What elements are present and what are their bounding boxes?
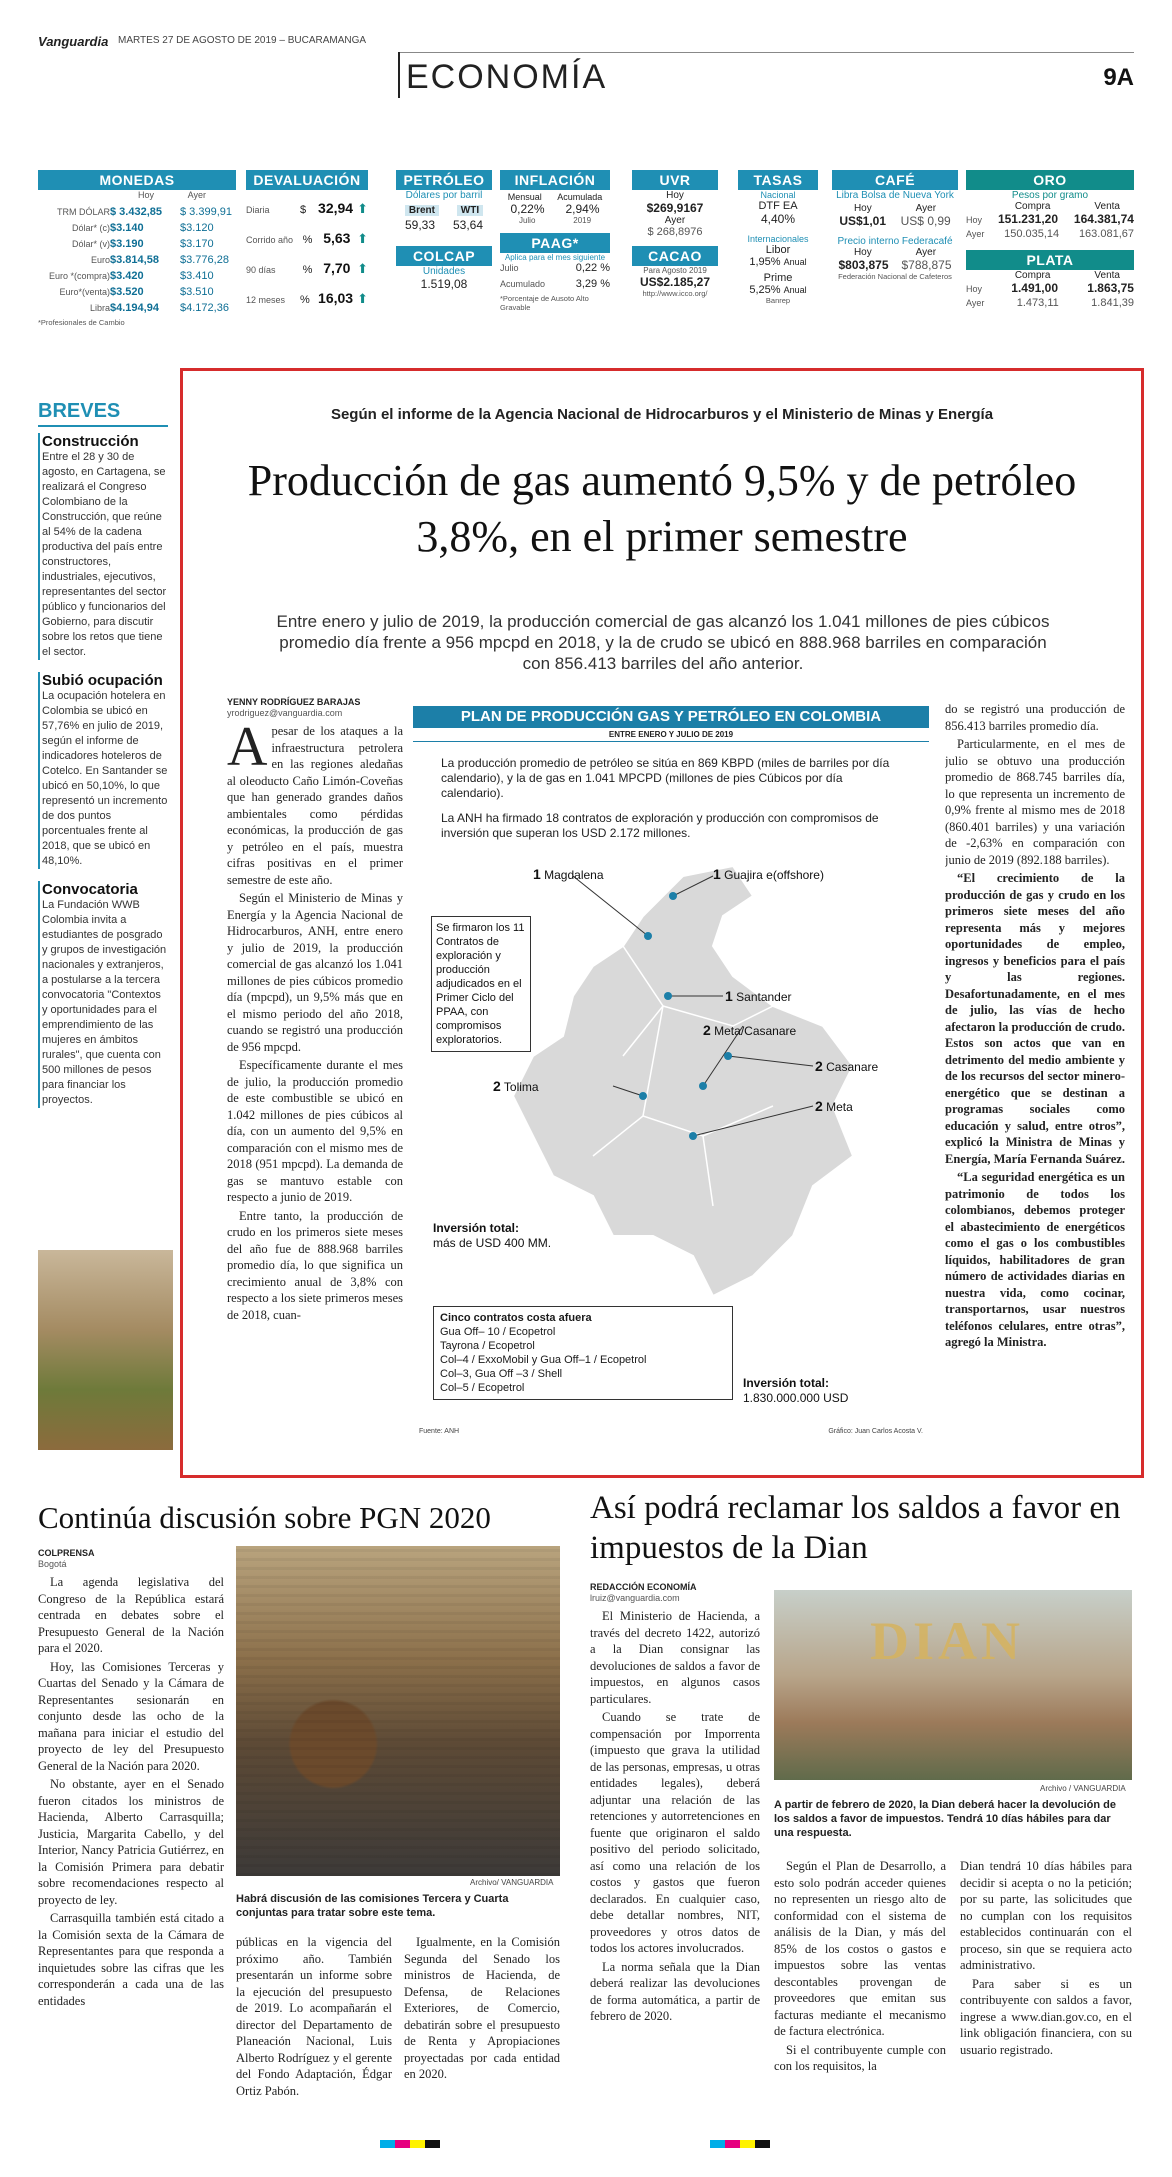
monedas-row-ayer: $3.776,28: [180, 254, 229, 266]
devaluacion-value: 16,03: [318, 290, 354, 306]
devaluacion-row: [246, 230, 368, 260]
cafe-ny-hoy: US$1,01: [839, 214, 887, 228]
cafe-int-ayer-label: Ayer: [915, 247, 937, 258]
monedas-row-label: Euro: [90, 255, 110, 265]
libor-value: 1,95%: [749, 256, 781, 268]
colcap-sub: Unidades: [422, 266, 466, 277]
pgn-byline: COLPRENSA: [38, 1548, 95, 1558]
feature-byline: YENNY RODRÍGUEZ BARAJAS: [227, 697, 361, 707]
oro-title: ORO: [966, 170, 1134, 190]
edition-date: MARTES 27 DE AGOSTO DE 2019 – BUCARAMANGA: [118, 35, 367, 46]
devaluacion-unit: %: [302, 234, 313, 246]
oro-hoy-label: Hoy: [966, 215, 983, 225]
monedas-row-hoy: $4.194,94: [110, 302, 159, 314]
oro-sub: Pesos por gramo: [1011, 190, 1089, 201]
cafe-int-label: Precio interno Federacafé: [837, 236, 953, 247]
dian-column-1: [590, 1608, 760, 2122]
monedas-row: [38, 270, 236, 286]
monedas-row-label: Euro*(venta): [59, 287, 110, 297]
dian-email: lruiz@vanguardia.com: [590, 1593, 680, 1603]
inflacion-title: INFLACIÓN: [500, 170, 610, 190]
masthead: [38, 30, 1134, 108]
indicator-monedas: [38, 170, 236, 327]
paragraph: El Ministerio de Hacienda, a través del decreto 1422, autorizó a la Dian consignar las devoluciones de saldos a favor de impuestos, en algunos casos particulares.: [590, 1609, 760, 1706]
offshore-title: Cinco contratos costa afuera: [440, 1312, 592, 1324]
feature-column-3: [945, 701, 1125, 1451]
dian-caption: A partir de febrero de 2020, la Dian deberá hacer la devolución de los saldos a favor de impuestos. Tendrá 10 días hábiles para dar una respuesta.: [774, 1799, 1116, 1839]
paragraph: Entre tanto, la producción de crudo en los primeros siete meses del año fue de 888.968 barriles promedio día, lo que significa un crecimiento anual de 3,8% con respecto a los siete primeros meses de 2018, cuan-: [227, 1208, 403, 1322]
breve-item: [38, 881, 168, 1108]
dian-byline: REDACCIÓN ECONOMÍA: [590, 1582, 697, 1592]
monedas-row: [38, 286, 236, 302]
cacao-value: US$2.185,27: [639, 275, 711, 289]
brent-value: 59,33: [404, 218, 436, 232]
congress-photo: [236, 1546, 560, 1876]
paragraph: Hoy, las Comisiones Terceras y Cuartas del Senado y la Cámara de Representantes sesionarán en conjunto desde las ocho de la mañana para iniciar el estudio del proyecto de ley del Presupuesto General de la Nación para 2020.: [38, 1659, 224, 1773]
devaluacion-row: [246, 290, 368, 320]
paragraph: Específicamente durante el mes de julio, la producción promedio de este combustible se ubicó en 1.042 millones de pies cúbicos al día, con un aumento del 9,5% en comparación con el mismo mes de 2018 (951 mpcpd). La demanda de gas se mantuvo estable con respecto a junio de 2019.: [227, 1058, 403, 1204]
monedas-row-ayer: $4.172,36: [180, 302, 229, 314]
paragraph: “La seguridad energética es un patrimonio de todos los colombianos, debemos proteger el abastecimiento de energéticos como el gas o los combustibles líquidos, habilitadores de gran número de actividades diarias en nuestra vida, como cocinar, transportarnos, usar nuestros teléfonos celulares, entre otras”, agregó la Ministra.: [945, 1170, 1125, 1349]
paragraph: Según el Ministerio de Minas y Energía y la Agencia Nacional de Hidrocarburos, ANH, entre enero y julio de 2019, la producción comercial de gas alcanzó los 1.041 millones de pies cúbicos promedio día (mpcpd), un 9,5% más que en el mismo periodo del año 2018, cuando se registró una producción de 956 mpcpd.: [227, 891, 403, 1054]
infographic-credit: Gráfico: Juan Carlos Acosta V.: [828, 1428, 923, 1435]
oro-compra-label: Compra: [1014, 201, 1051, 212]
monedas-row-label: Libra: [89, 303, 110, 313]
petroleo-title: PETRÓLEO: [396, 170, 492, 190]
pgn-column-3: [404, 1934, 560, 2122]
indicator-petroleo: [396, 170, 492, 291]
investment-onshore: [433, 1221, 551, 1251]
monedas-row-hoy: $3.190: [110, 238, 144, 250]
offshore-contracts-box: [433, 1306, 733, 1400]
monedas-row-label: TRM DÓLAR: [56, 207, 110, 217]
paag-acum-label: Acumulado: [500, 279, 546, 289]
feature-article: [180, 368, 1144, 1478]
cafe-ny-ayer: US$ 0,99: [900, 214, 951, 228]
prime-unit: Anual: [783, 285, 807, 295]
infographic-p1: La producción promedio de petróleo se sitúa en 869 KBPD (miles de barriles por día calendario), y la de gas en 1.041 MPCPD (millones de pies Cúbicos por día calendario).: [441, 756, 890, 800]
monedas-table: [38, 206, 236, 318]
paragraph: pesar de los ataques a la infraestructura petrolera en las regiones aledañas al oleoducto Caño Limón-Coveñas que han generado grandes daños ambientales como pérdidas económicas, la producción de gas y petróleo en el país, muestra cifras positivas en el primer semestre de este año.: [227, 724, 403, 887]
region-casanare: 2 Casanare: [815, 1058, 879, 1074]
uvr-ayer: $ 268,8976: [647, 226, 703, 238]
indicator-cafe: [832, 170, 958, 281]
paag-acum: 3,29 %: [575, 278, 610, 290]
paragraph: Igualmente, en la Comisión Segunda del Senado los ministros de Hacienda, de Defensa, de Relaciones Exteriores, de Comercio, debatirán sobre el presupuesto de Renta y Apropiaciones proyectadas por cada entidad en 2020.: [404, 1935, 560, 2081]
monedas-row: [38, 302, 236, 318]
breves-title: BREVES: [38, 400, 168, 427]
offshore-item: Col–5 / Ecopetrol: [440, 1382, 525, 1394]
cafe-hoy-label: Hoy: [853, 203, 872, 214]
devaluacion-row: [246, 200, 368, 230]
plata-hoy-compra: 1.491,00: [1011, 281, 1058, 295]
farmer-photo: [38, 1250, 173, 1450]
paragraph: Según el Plan de Desarrollo, a esto solo podrán acceder quienes no representen un riesgo alto de conformidad con el sistema de análisis de la Dian, y más del 85% de los costos o gastos e impuestos sobre las ventas descontables provengan de proveedores que emitan sus facturas mediante el mecanismo de factura electrónica.: [774, 1859, 946, 2038]
cafe-title: CAFÉ: [832, 170, 958, 190]
tasas-dtf-label: DTF EA: [758, 200, 798, 212]
libor-unit: Anual: [783, 257, 807, 267]
prime-value: 5,25%: [749, 284, 781, 296]
offshore-item: Col–4 / ExxoMobil y Gua Off–1 / Ecopetrol: [440, 1354, 647, 1366]
investment-value: 1.830.000.000 USD: [743, 1391, 849, 1405]
cacao-url: http://www.icco.org/: [642, 289, 708, 298]
monedas-row: [38, 238, 236, 254]
up-arrow-icon: ⬆: [357, 201, 368, 216]
map-pin: [699, 1082, 707, 1090]
dian-photo-credit: Archivo / VANGUARDIA: [1040, 1784, 1126, 1793]
offshore-item: Col–3, Gua Off –3 / Shell: [440, 1368, 563, 1380]
cacao-title: CACAO: [632, 246, 718, 266]
colcap-value: 1.519,08: [420, 277, 468, 291]
investment-label: Inversión total:: [433, 1221, 520, 1235]
tasas-source: Banrep: [765, 296, 791, 305]
paragraph: No obstante, ayer en el Senado fueron citados los ministros de Hacienda, Alberto Carrasquilla; Justicia, Margarita Cabello, y del Interior, Nancy Patricia Gutiérrez, en la Comisión Primera para debatir sobre recomendaciones respecto al proyecto de ley.: [38, 1777, 224, 1907]
libor-label: Libor: [765, 244, 791, 256]
paragraph: Cuando se trate de compensación por Imporrenta (impuesto que grava la utilidad de las personas, empresas, u otras entidades legales), deberá adjuntar una relación de las retenciones y autorretenciones en fuente que originaron el saldo positivo del periodo solicitado, así como una relación de los costos y gastos que fueron declarados. En cualquier caso, debe detallar nombres, NIT, proveedores y otros datos de todos los actores involucrados.: [590, 1710, 760, 1955]
devaluacion-table: [246, 200, 368, 320]
infographic-callout: Se firmaron los 11 Contratos de exploración y producción adjudicados en el Primer Ciclo del PPAA, con compromisos exploratorios.: [431, 916, 531, 1052]
dian-sign: DIAN: [870, 1611, 1025, 1671]
uvr-title: UVR: [632, 170, 718, 190]
inflacion-mensual-sub: Julio: [518, 216, 536, 225]
paragraph: La norma señala que la Dian deberá realizar las devoluciones de forma automática, a partir de febrero de 2020.: [590, 1959, 760, 2023]
infographic-subtitle: ENTRE ENERO Y JULIO DE 2019: [413, 728, 929, 742]
map-pin: [724, 1052, 732, 1060]
paag-note: *Porcentaje de Ausoto Alto Gravable: [500, 294, 589, 312]
inflacion-acumulada-label: Acumulada: [557, 192, 603, 202]
infographic: [413, 706, 929, 1446]
investment-label: Inversión total:: [743, 1376, 830, 1390]
cafe-ayer-label: Ayer: [915, 203, 937, 214]
offshore-item: Tayrona / Ecopetrol: [440, 1340, 535, 1352]
breve-text: Entre el 28 y 30 de agosto, en Cartagena, se realizará el Congreso Colombiano de la Construcción, que reúne al 54% de la cadena productiva del país entre constructores, industriales, ejecutivos, representantes del sector público y funcionarios del Gobierno, para discutir sobre los retos que tiene el sector.: [42, 451, 167, 658]
breve-text: La ocupación hotelera en Colombia se ubicó en 57,76% en julio de 2019, según el informe de indicadores hoteleros de Cotelco. En Santander se ubicó en 50,10%, lo que representó un incremento de dos puntos porcentuales frente al 2018, que se ubicó en 48,10%.: [42, 690, 168, 867]
devaluacion-row: [246, 260, 368, 290]
pgn-caption: Habrá discusión de las comisiones Tercera y Cuarta conjuntas para tratar sobre este tema.: [236, 1893, 509, 1919]
region-meta-casanare: 2 Meta/Casanare: [703, 1022, 797, 1038]
devaluacion-unit: %: [300, 294, 310, 306]
paag-julio: 0,22 %: [575, 262, 610, 274]
up-arrow-icon: ⬆: [357, 291, 368, 306]
monedas-row-hoy: $3.520: [110, 286, 144, 298]
page-number: 9A: [1103, 64, 1134, 91]
oro-hoy-compra: 151.231,20: [997, 212, 1058, 226]
map-pin: [664, 992, 672, 1000]
cafe-int-hoy: $803,875: [838, 258, 889, 272]
paragraph: Carrasquilla también está citado a la Comisión sexta de la Cámara de Representantes para que responda a inquietudes sobre las cifras que les corresponderán a cada una de las entidades: [38, 1911, 224, 2008]
region-guajira: 1 Guajira e(offshore): [713, 866, 824, 882]
paragraph: Si el contribuyente cumple con con los requisitos, la: [774, 2042, 946, 2073]
monedas-ayer-label: Ayer: [187, 190, 206, 200]
breve-item: [38, 433, 168, 660]
breve-title: Construcción: [40, 433, 168, 450]
plata-title: PLATA: [966, 250, 1134, 270]
print-colorbar: [710, 2140, 770, 2148]
monedas-row-label: Dólar* (c): [71, 223, 110, 233]
oro-hoy-venta: 164.381,74: [1073, 212, 1134, 226]
devaluacion-title: DEVALUACIÓN: [246, 170, 368, 190]
map-pin: [669, 892, 677, 900]
cafe-int-hoy-label: Hoy: [853, 247, 872, 258]
monedas-title: MONEDAS: [38, 170, 236, 190]
indicator-oro: [966, 170, 1134, 313]
monedas-row-ayer: $3.170: [180, 238, 214, 250]
plata-compra-label: Compra: [1014, 270, 1051, 281]
breve-text: La Fundación WWB Colombia invita a estudiantes de posgrado y grupos de investigación nacionales y extranjeros, a postularse a la tercera convocatoria "Contextos y oportunidades para el emprendimiento de las mujeres en ámbitos rurales", que cuenta con 500 millones de pesos para financiar los proyectos.: [42, 899, 167, 1106]
devaluacion-label: Corrido año: [246, 235, 294, 245]
breve-item: [38, 672, 168, 869]
monedas-row: [38, 206, 236, 222]
leader-line: [573, 876, 648, 936]
devaluacion-unit: %: [302, 264, 313, 276]
brand-logo: Vanguardia: [38, 34, 109, 49]
feature-kicker: Según el informe de la Agencia Nacional de Hidrocarburos y el Ministerio de Minas y Energía: [330, 406, 994, 423]
offshore-item: Gua Off– 10 / Ecopetrol: [440, 1326, 556, 1338]
uvr-ayer-label: Ayer: [664, 215, 686, 226]
plata-ayer-compra: 1.473,11: [1016, 297, 1059, 309]
region-magdalena: 1 Magdalena: [533, 866, 604, 882]
monedas-note: *Profesionales de Cambio: [38, 318, 125, 327]
devaluacion-label: 12 meses: [246, 295, 286, 305]
tasas-int-label: Internacionales: [747, 234, 809, 244]
monedas-row-hoy: $ 3.432,85: [110, 206, 162, 218]
paragraph: Para saber si es un contribuyente con saldos a favor, ingrese a www.dian.gov.co, en el link obligación financiera, con su usuario registrado.: [960, 1976, 1132, 2057]
devaluacion-value: 7,70: [323, 260, 351, 276]
feature-lede: Entre enero y julio de 2019, la producción comercial de gas alcanzó los 1.041 millones de pies cúbicos promedio día frente a 956 mpcpd en 2018, y la de crudo se ubicó en 888.968 barriles en comparación con 856.413 barriles del año anterior.: [276, 612, 1050, 673]
plata-venta-label: Venta: [1094, 270, 1120, 281]
map-pin: [644, 932, 652, 940]
paragraph: do se registró una producción de 856.413 barriles promedio día.: [945, 702, 1125, 733]
cafe-int-ayer: $788,875: [901, 258, 952, 272]
tasas-title: TASAS: [738, 170, 818, 190]
indicator-devaluacion: [246, 170, 368, 320]
pgn-column-2: [236, 1934, 392, 2122]
monedas-row-hoy: $3.140: [110, 222, 144, 234]
uvr-hoy: $269,9167: [646, 201, 704, 215]
petroleo-sub: Dólares por barril: [405, 190, 483, 201]
up-arrow-icon: ⬆: [357, 231, 368, 246]
indicator-inflacion: [500, 170, 610, 312]
indicator-uvr: [632, 170, 718, 298]
inflacion-mensual: 0,22%: [510, 202, 545, 216]
devaluacion-label: 90 días: [246, 265, 276, 275]
tasas-dtf: 4,40%: [760, 212, 796, 226]
breve-title: Subió ocupación: [40, 672, 168, 689]
plata-ayer-venta: 1.841,39: [1091, 297, 1134, 309]
header-divider: [398, 52, 400, 98]
pgn-column-1: [38, 1574, 224, 2122]
prime-label: Prime: [763, 272, 793, 284]
feature-headline: Producción de gas aumentó 9,5% y de petróleo 3,8%, en el primer semestre: [247, 456, 1077, 561]
cacao-sub: Para Agosto 2019: [643, 266, 707, 275]
breve-title: Convocatoria: [40, 881, 168, 898]
paragraph: públicas en la vigencia del próximo año. También presentarán un informe sobre la ejecución del presupuesto de 2019. Lo acompañarán el director del Departamento de Planeación Nacional, Luis Alberto Rodríguez y el gerente del Fondo Adaptación, Édgar Ortiz Pabón.: [236, 1935, 392, 2098]
pgn-city: Bogotá: [38, 1559, 67, 1569]
dian-headline: Así podrá reclamar los saldos a favor en impuestos de la Dian: [590, 1490, 1121, 1566]
monedas-row: [38, 254, 236, 270]
feature-email: yrodriguez@vanguardia.com: [227, 708, 343, 718]
monedas-row-ayer: $ 3.399,91: [180, 206, 232, 218]
inflacion-acumulada-sub: 2019: [573, 216, 592, 225]
dian-column-2: [774, 1858, 946, 2122]
cafe-ny-label: Libra Bolsa de Nueva York: [836, 190, 954, 201]
paag-julio-label: Julio: [500, 263, 519, 273]
oro-venta-label: Venta: [1094, 201, 1120, 212]
oro-ayer-venta: 163.081,67: [1078, 228, 1134, 240]
devaluacion-value: 32,94: [318, 200, 354, 216]
breves-column: [38, 400, 168, 1120]
oro-ayer-compra: 150.035,14: [1004, 228, 1060, 240]
devaluacion-value: 5,63: [323, 230, 351, 246]
wti-value: 53,64: [452, 218, 484, 232]
monedas-row-hoy: $3.814,58: [110, 254, 159, 266]
up-arrow-icon: ⬆: [357, 261, 368, 276]
map-pin: [689, 1132, 697, 1140]
paragraph: “El crecimiento de la producción de gas y crudo en los primeros siete meses del año representa más y mejores oportunidades de empleo, ingresos y beneficios para el país y las regiones. Desafortunadamente, en el mes de julio, las vías de hecho afectaron la producción de crudo. Estos son actos que van en detrimento del medio ambiente y de los recursos del sector minero-energético que se destinan a programas sociales como educación y salud, entre otros”, explicó la Ministra de Minas y Energía, María Fernanda Suárez.: [945, 871, 1125, 1166]
tasas-nacional-label: Nacional: [760, 190, 796, 200]
plata-hoy-venta: 1.863,75: [1087, 281, 1134, 295]
brent-label: Brent: [405, 205, 439, 216]
oro-ayer-label: Ayer: [966, 229, 985, 239]
devaluacion-label: Diaria: [246, 205, 270, 215]
dropcap: A: [227, 723, 268, 778]
wti-label: WTI: [457, 205, 483, 216]
region-tolima: 2 Tolima: [493, 1078, 539, 1094]
investment-offshore: [743, 1376, 848, 1406]
map-shape: [513, 866, 853, 1296]
paragraph: Particularmente, en el mes de julio se obtuvo una producción promedio de 868.745 barriles día, lo que representa un incremento de 0,9% frente al mismo mes de 2018 (860.401 barriles) y una variación de -2,63% en comparación con junio de 2019 (892.188 barriles).: [945, 737, 1125, 867]
infographic-p2: La ANH ha firmado 18 contratos de exploración y producción con compromisos de inversión que superan los USD 2.172 millones.: [441, 811, 879, 840]
plata-hoy-label: Hoy: [966, 284, 983, 294]
region-santander: 1 Santander: [725, 988, 792, 1004]
inflacion-acumulada: 2,94%: [565, 202, 600, 216]
paag-title: PAAG*: [500, 233, 610, 253]
section-title: ECONOMÍA: [406, 58, 608, 96]
plata-ayer-label: Ayer: [966, 298, 985, 308]
colcap-title: COLCAP: [396, 246, 492, 266]
monedas-row-hoy: $3.420: [110, 270, 144, 282]
header-rule: [398, 52, 1134, 53]
pgn-photo-credit: Archivo/ VANGUARDIA: [470, 1878, 554, 1887]
inflacion-mensual-label: Mensual: [507, 192, 542, 202]
region-meta: 2 Meta: [815, 1098, 853, 1114]
map-pin: [639, 1092, 647, 1100]
print-colorbar: [380, 2140, 440, 2148]
monedas-hoy-label: Hoy: [138, 190, 155, 200]
cafe-source: Federación Nacional de Cafeteros: [838, 272, 952, 281]
infographic-source: Fuente: ANH: [419, 1428, 460, 1435]
monedas-row-label: Dólar* (v): [71, 239, 110, 249]
uvr-hoy-label: Hoy: [666, 190, 684, 201]
monedas-row-ayer: $3.120: [180, 222, 214, 234]
investment-value: más de USD 400 MM.: [433, 1236, 552, 1250]
monedas-row: [38, 222, 236, 238]
paragraph: Dian tendrá 10 días hábiles para decidir si acepta o no la petición; por su parte, las solicitudes que no cumplan con los requisitos establecidos continuarán con el proceso, sin que se requiera acto administrativo.: [960, 1859, 1132, 1972]
monedas-row-label: Euro *(compra): [48, 271, 110, 281]
infographic-title: PLAN DE PRODUCCIÓN GAS Y PETRÓLEO EN COLOMBIA: [413, 706, 929, 728]
dian-column-3: [960, 1858, 1132, 2122]
monedas-row-ayer: $3.510: [180, 286, 214, 298]
monedas-row-ayer: $3.410: [180, 270, 214, 282]
devaluacion-unit: $: [300, 204, 307, 216]
paragraph: La agenda legislativa del Congreso de la República estará centrada en debates sobre el Presupuesto General de la Nación para el 2020.: [38, 1575, 224, 1655]
paag-sub: Aplica para el mes siguiente: [504, 253, 606, 262]
feature-column-1: [227, 723, 403, 1443]
indicator-tasas: [738, 170, 818, 305]
pgn-headline: Continúa discusión sobre PGN 2020: [38, 1500, 491, 1535]
